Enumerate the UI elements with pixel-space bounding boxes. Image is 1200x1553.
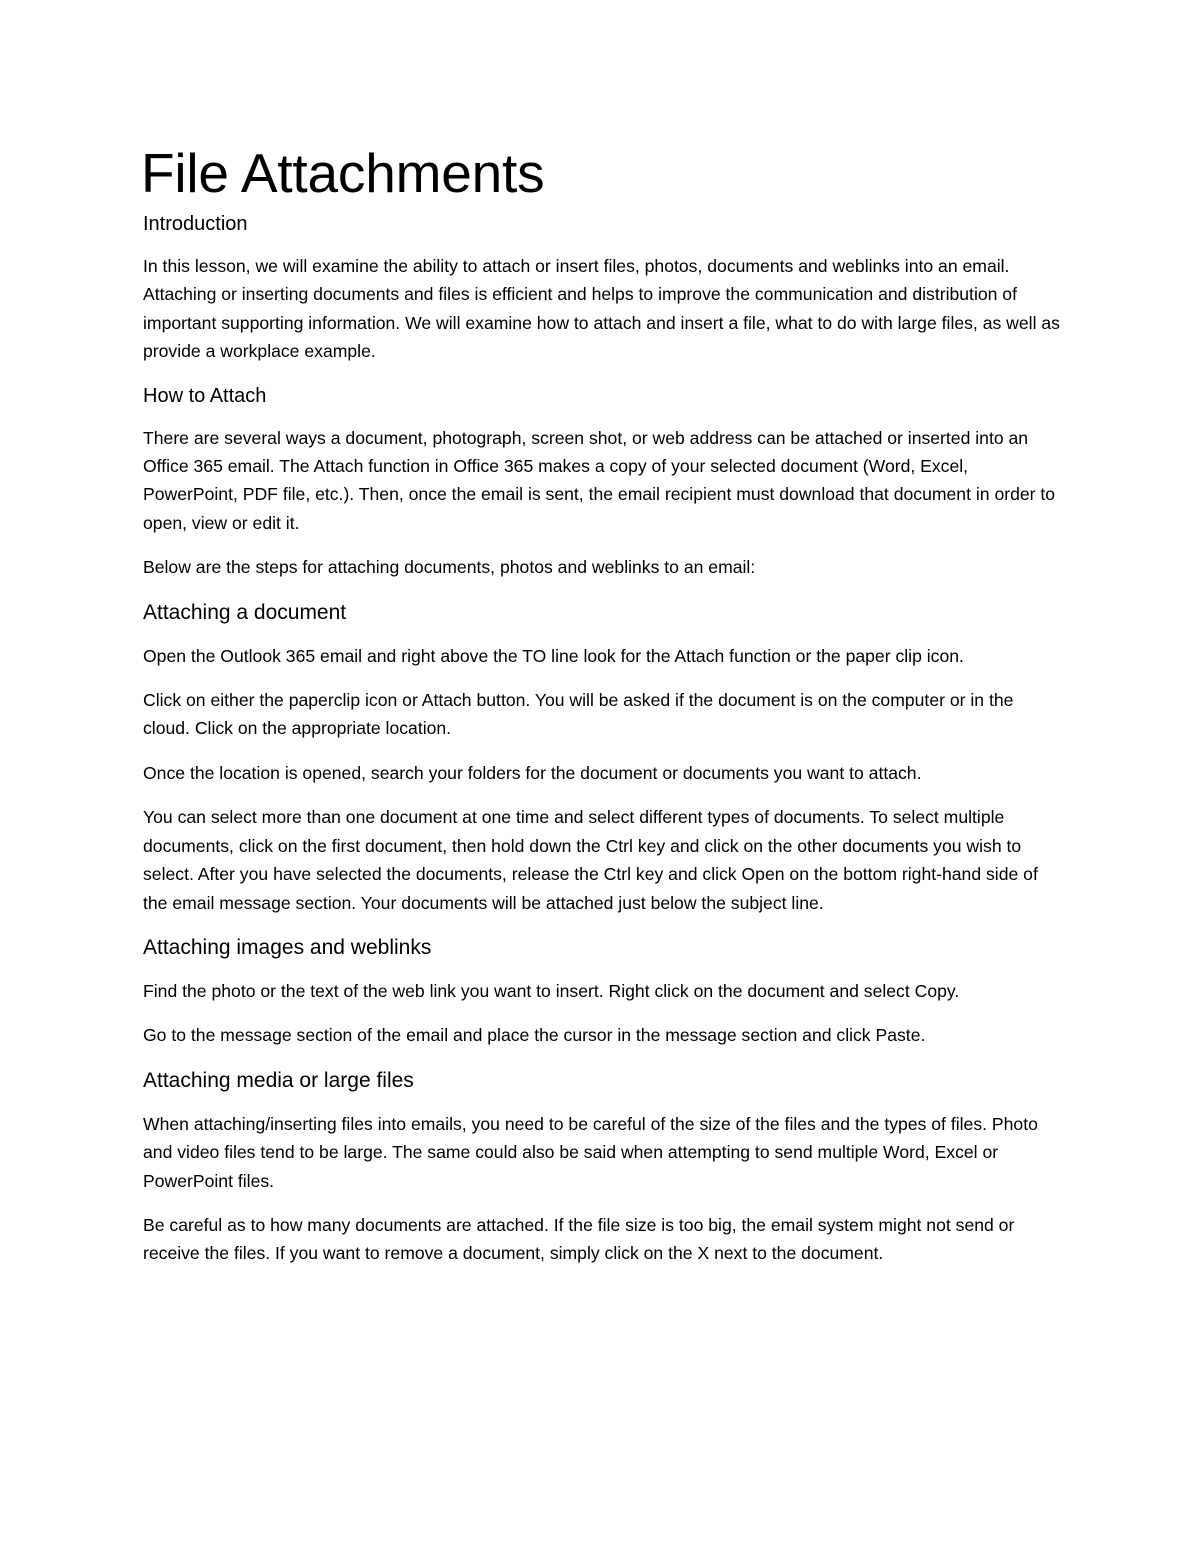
introduction-heading: Introduction (143, 213, 248, 235)
document-title: File Attachments (141, 142, 545, 204)
attaching-images-paragraph-1: Find the photo or the text of the web link you want to insert. Right click on the document and select Copy. (143, 980, 960, 1001)
how-to-attach-paragraph-2: Below are the steps for attaching documents, photos and weblinks to an email: (143, 557, 756, 578)
attaching-document-heading: Attaching a document (143, 600, 347, 624)
how-to-attach-heading: How to Attach (143, 384, 267, 407)
attaching-images-paragraph-2: Go to the message section of the email and place the cursor in the message section and click Paste. (143, 1025, 926, 1046)
attaching-media-heading: Attaching media or large files (143, 1068, 414, 1092)
attaching-media-paragraph-2: Be careful as to how many documents are attached. If the file size is too big, the email system might not send or receive the files. If you want to remove a document, simply click on the X next to the document. (143, 1214, 1015, 1264)
attaching-document-paragraph-4: You can select more than one document at one time and select different types of documents. To select multiple documents, click on the first document, then hold down the Ctrl key and click on the other documents you wish to select. After you have selected the documents, release the Ctrl key and click Open on the bottom right-hand side of the email message section. Your documents will be attached just below the subject line. (143, 807, 1038, 913)
attaching-document-paragraph-1: Open the Outlook 365 email and right above the TO line look for the Attach function or the paper clip icon. (143, 645, 964, 666)
attaching-images-heading: Attaching images and weblinks (143, 935, 432, 959)
attaching-media-paragraph-1: When attaching/inserting files into emails, you need to be careful of the size of the files and the types of files. Photo and video files tend to be large. The same could also be said when attempting to send multiple Word, Excel or PowerPoint files. (143, 1113, 1038, 1191)
attaching-document-paragraph-2: Click on either the paperclip icon or Attach button. You will be asked if the document is on the computer or in the cloud. Click on the appropriate location. (143, 690, 1014, 739)
document-page (143, 140, 1063, 1284)
attaching-document-paragraph-3: Once the location is opened, search your folders for the document or documents you want to attach. (143, 762, 922, 783)
how-to-attach-paragraph-1: There are several ways a document, photograph, screen shot, or web address can be attached or inserted into an Office 365 email. The Attach function in Office 365 makes a copy of your selected document (Word, Excel, PowerPoint, PDF file, etc.). Then, once the email is sent, the email recipient must download that document in order to open, view or edit it. (143, 427, 1056, 533)
introduction-paragraph: In this lesson, we will examine the ability to attach or insert files, photos, documents and weblinks into an email. Attaching or inserting documents and files is efficient and helps to improve the communication and distribution of important supporting information. We will examine how to attach and insert a file, what to do with large files, as well as provide a workplace example. (143, 256, 1060, 362)
